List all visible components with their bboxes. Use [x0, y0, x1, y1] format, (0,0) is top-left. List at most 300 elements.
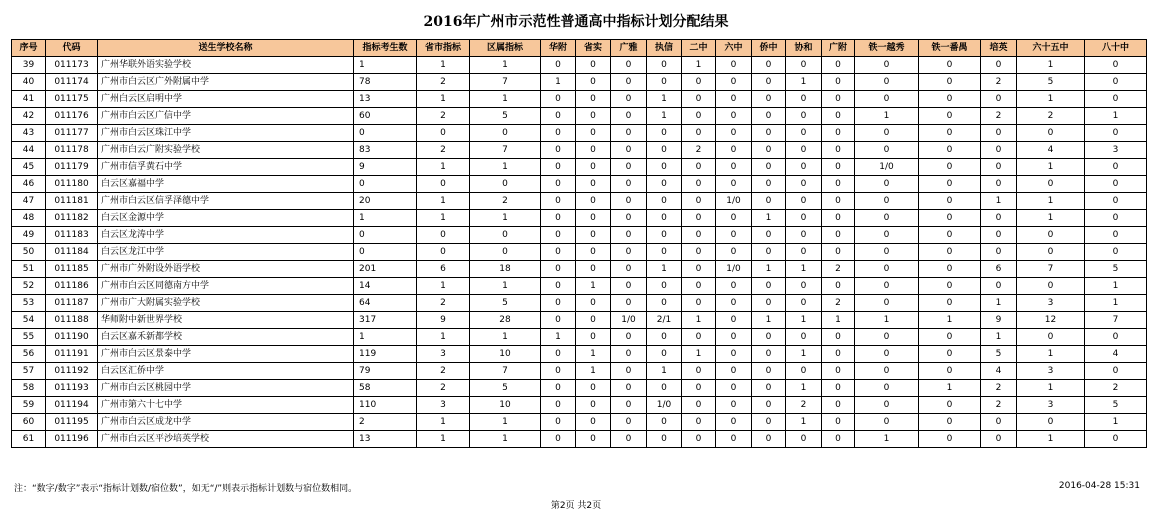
- table-cell: 0: [919, 346, 981, 363]
- table-cell: 0: [919, 295, 981, 312]
- table-cell: 1/0: [716, 193, 752, 210]
- table-cell: 0: [354, 176, 417, 193]
- table-cell: 0: [1085, 431, 1147, 448]
- table-cell: 0: [786, 125, 822, 142]
- table-cell: 0: [981, 142, 1017, 159]
- table-cell: 0: [1085, 91, 1147, 108]
- table-cell: 1: [1017, 431, 1085, 448]
- table-cell: 55: [12, 329, 46, 346]
- table-cell: 60: [12, 414, 46, 431]
- table-cell: 2: [1017, 108, 1085, 125]
- table-cell: 0: [541, 57, 576, 74]
- school-name-cell: 广州白云区启明中学: [98, 91, 354, 108]
- table-cell: 2: [981, 397, 1017, 414]
- table-cell: 1: [417, 414, 470, 431]
- table-cell: 0: [716, 142, 752, 159]
- table-cell: 0: [855, 57, 919, 74]
- table-cell: 0: [822, 414, 855, 431]
- table-cell: 5: [1017, 74, 1085, 91]
- table-cell: 1: [786, 312, 822, 329]
- table-cell: 0: [855, 91, 919, 108]
- school-name-cell: 白云区嘉禾新都学校: [98, 329, 354, 346]
- table-cell: 011177: [46, 125, 98, 142]
- table-cell: 48: [12, 210, 46, 227]
- table-cell: 40: [12, 74, 46, 91]
- table-cell: 64: [354, 295, 417, 312]
- table-cell: 1: [855, 108, 919, 125]
- column-header: 执信: [647, 40, 682, 57]
- table-cell: 0: [716, 431, 752, 448]
- table-cell: 0: [611, 363, 647, 380]
- table-cell: 0: [919, 210, 981, 227]
- table-cell: 0: [981, 57, 1017, 74]
- table-cell: 0: [576, 193, 611, 210]
- table-cell: 13: [354, 91, 417, 108]
- table-cell: 0: [855, 210, 919, 227]
- page-indicator: 第2页 共2页: [550, 501, 602, 511]
- table-cell: 12: [1017, 312, 1085, 329]
- table-cell: 1: [354, 329, 417, 346]
- table-cell: 0: [822, 278, 855, 295]
- table-cell: 0: [576, 397, 611, 414]
- table-cell: 0: [1085, 159, 1147, 176]
- table-cell: 0: [855, 397, 919, 414]
- table-cell: 0: [855, 176, 919, 193]
- table-cell: 0: [576, 295, 611, 312]
- table-cell: 52: [12, 278, 46, 295]
- table-cell: 6: [981, 261, 1017, 278]
- table-cell: 1: [417, 57, 470, 74]
- table-cell: 0: [647, 193, 682, 210]
- table-cell: 0: [855, 193, 919, 210]
- table-cell: 011176: [46, 108, 98, 125]
- table-cell: 0: [647, 414, 682, 431]
- table-cell: 0: [576, 108, 611, 125]
- table-cell: 1: [470, 329, 541, 346]
- table-cell: 0: [786, 227, 822, 244]
- table-cell: 0: [647, 278, 682, 295]
- table-cell: 0: [716, 108, 752, 125]
- column-header: 侨中: [752, 40, 786, 57]
- table-cell: 2: [417, 74, 470, 91]
- table-cell: 0: [541, 227, 576, 244]
- table-cell: 7: [470, 74, 541, 91]
- table-cell: 0: [919, 363, 981, 380]
- table-cell: 0: [1017, 329, 1085, 346]
- table-cell: 0: [919, 108, 981, 125]
- table-cell: 011185: [46, 261, 98, 278]
- table-cell: 0: [1085, 244, 1147, 261]
- table-cell: 58: [12, 380, 46, 397]
- table-cell: 0: [716, 295, 752, 312]
- table-cell: 0: [611, 210, 647, 227]
- school-name-cell: 广州市白云区桃园中学: [98, 380, 354, 397]
- table-cell: 0: [919, 431, 981, 448]
- table-cell: 1: [1085, 278, 1147, 295]
- table-cell: 0: [1017, 278, 1085, 295]
- table-cell: 7: [470, 142, 541, 159]
- table-cell: 1: [822, 312, 855, 329]
- table-cell: 0: [576, 380, 611, 397]
- table-cell: 47: [12, 193, 46, 210]
- table-cell: 7: [1017, 261, 1085, 278]
- school-name-cell: 广州市白云区成龙中学: [98, 414, 354, 431]
- table-cell: 0: [417, 176, 470, 193]
- table-cell: 0: [541, 125, 576, 142]
- table-cell: 1: [1085, 414, 1147, 431]
- table-cell: 1/0: [647, 397, 682, 414]
- table-cell: 4: [1085, 346, 1147, 363]
- table-cell: 011184: [46, 244, 98, 261]
- table-cell: 1: [786, 346, 822, 363]
- table-cell: 42: [12, 108, 46, 125]
- table-cell: 0: [611, 57, 647, 74]
- table-cell: 0: [716, 159, 752, 176]
- table-cell: 0: [919, 91, 981, 108]
- table-cell: 0: [1085, 176, 1147, 193]
- table-cell: 0: [576, 91, 611, 108]
- table-cell: 5: [1085, 261, 1147, 278]
- table-cell: 28: [470, 312, 541, 329]
- table-cell: 0: [786, 142, 822, 159]
- table-cell: 0: [576, 125, 611, 142]
- table-cell: 0: [541, 91, 576, 108]
- table-cell: 0: [855, 380, 919, 397]
- table-cell: 0: [919, 193, 981, 210]
- table-cell: 0: [919, 176, 981, 193]
- table-cell: 5: [981, 346, 1017, 363]
- table-cell: 0: [855, 261, 919, 278]
- table-cell: 0: [682, 74, 716, 91]
- table-cell: 0: [611, 244, 647, 261]
- table-cell: 2: [417, 142, 470, 159]
- table-cell: 1: [647, 108, 682, 125]
- table-cell: 2: [354, 414, 417, 431]
- table-cell: 2: [1085, 380, 1147, 397]
- table-cell: 0: [822, 431, 855, 448]
- table-cell: 011178: [46, 142, 98, 159]
- table-cell: 0: [1017, 176, 1085, 193]
- table-row: [12, 278, 1147, 295]
- table-cell: 0: [682, 193, 716, 210]
- table-cell: 0: [752, 57, 786, 74]
- column-header: 八十中: [1085, 40, 1147, 57]
- table-cell: 011188: [46, 312, 98, 329]
- table-cell: 1: [354, 57, 417, 74]
- column-header: 二中: [682, 40, 716, 57]
- table-cell: 0: [541, 295, 576, 312]
- table-cell: 0: [822, 108, 855, 125]
- table-cell: 0: [576, 57, 611, 74]
- school-name-cell: 华师附中新世界学校: [98, 312, 354, 329]
- table-row: [12, 431, 1147, 448]
- table-cell: 2: [786, 397, 822, 414]
- table-cell: 0: [822, 210, 855, 227]
- table-cell: 1: [470, 57, 541, 74]
- table-cell: 79: [354, 363, 417, 380]
- table-cell: 0: [716, 176, 752, 193]
- column-header: 培英: [981, 40, 1017, 57]
- table-cell: 0: [855, 125, 919, 142]
- table-cell: 9: [417, 312, 470, 329]
- table-cell: 0: [611, 193, 647, 210]
- table-cell: 7: [1085, 312, 1147, 329]
- table-cell: 0: [752, 363, 786, 380]
- column-header: 铁一越秀: [855, 40, 919, 57]
- table-cell: 57: [12, 363, 46, 380]
- table-cell: 1: [417, 159, 470, 176]
- table-cell: 2: [981, 74, 1017, 91]
- table-cell: 0: [541, 261, 576, 278]
- table-cell: 0: [822, 380, 855, 397]
- table-cell: 0: [752, 431, 786, 448]
- table-cell: 1/0: [611, 312, 647, 329]
- table-cell: 119: [354, 346, 417, 363]
- table-cell: 0: [752, 346, 786, 363]
- print-timestamp: 2016-04-28 15:31: [1058, 481, 1140, 491]
- table-cell: 0: [417, 227, 470, 244]
- table-cell: 0: [919, 159, 981, 176]
- table-cell: 0: [611, 380, 647, 397]
- table-row: [12, 363, 1147, 380]
- table-cell: 0: [822, 159, 855, 176]
- table-cell: 1: [470, 210, 541, 227]
- table-cell: 0: [716, 329, 752, 346]
- table-cell: 0: [611, 142, 647, 159]
- table-cell: 1: [647, 363, 682, 380]
- table-cell: 0: [822, 91, 855, 108]
- table-cell: 2/1: [647, 312, 682, 329]
- table-cell: 0: [981, 244, 1017, 261]
- table-cell: 0: [647, 346, 682, 363]
- table-cell: 0: [919, 125, 981, 142]
- table-cell: 0: [1085, 329, 1147, 346]
- table-cell: 0: [611, 329, 647, 346]
- table-cell: 49: [12, 227, 46, 244]
- table-cell: 0: [576, 244, 611, 261]
- table-cell: 1: [1085, 295, 1147, 312]
- table-cell: 0: [647, 380, 682, 397]
- table-cell: 1: [417, 210, 470, 227]
- table-cell: 0: [919, 244, 981, 261]
- table-cell: 4: [1017, 142, 1085, 159]
- table-cell: 0: [470, 227, 541, 244]
- table-cell: 1: [1017, 57, 1085, 74]
- table-cell: 1: [470, 414, 541, 431]
- table-cell: 1: [470, 278, 541, 295]
- school-name-cell: 广州市白云区平沙培英学校: [98, 431, 354, 448]
- table-cell: 1: [682, 57, 716, 74]
- table-cell: 0: [855, 295, 919, 312]
- table-cell: 0: [1085, 210, 1147, 227]
- table-cell: 0: [786, 91, 822, 108]
- table-cell: 0: [576, 431, 611, 448]
- table-cell: 011194: [46, 397, 98, 414]
- allocation-table: [11, 39, 1147, 448]
- table-row: [12, 91, 1147, 108]
- table-cell: 1: [1017, 159, 1085, 176]
- table-cell: 0: [981, 125, 1017, 142]
- table-cell: 0: [682, 261, 716, 278]
- table-cell: 011186: [46, 278, 98, 295]
- table-cell: 0: [647, 159, 682, 176]
- table-cell: 50: [12, 244, 46, 261]
- table-body: [12, 57, 1147, 448]
- table-cell: 0: [716, 346, 752, 363]
- table-cell: 0: [647, 244, 682, 261]
- table-cell: 0: [716, 278, 752, 295]
- table-cell: 011173: [46, 57, 98, 74]
- table-cell: 0: [470, 125, 541, 142]
- column-header: 六中: [716, 40, 752, 57]
- table-cell: 0: [611, 261, 647, 278]
- table-cell: 0: [682, 363, 716, 380]
- table-cell: 0: [611, 431, 647, 448]
- table-cell: 78: [354, 74, 417, 91]
- table-cell: 0: [576, 159, 611, 176]
- table-cell: 0: [752, 414, 786, 431]
- table-cell: 3: [1085, 142, 1147, 159]
- table-cell: 51: [12, 261, 46, 278]
- table-cell: 1: [576, 363, 611, 380]
- table-cell: 0: [647, 176, 682, 193]
- school-name-cell: 白云区金源中学: [98, 210, 354, 227]
- table-cell: 4: [981, 363, 1017, 380]
- table-cell: 1: [1017, 210, 1085, 227]
- table-row: [12, 329, 1147, 346]
- table-cell: 0: [822, 74, 855, 91]
- table-cell: 0: [855, 142, 919, 159]
- table-cell: 44: [12, 142, 46, 159]
- table-row: [12, 57, 1147, 74]
- table-row: [12, 142, 1147, 159]
- column-header: 广雅: [611, 40, 647, 57]
- table-cell: 0: [611, 159, 647, 176]
- table-cell: 0: [470, 244, 541, 261]
- table-row: [12, 346, 1147, 363]
- column-header: 广附: [822, 40, 855, 57]
- table-row: [12, 159, 1147, 176]
- table-cell: 61: [12, 431, 46, 448]
- table-cell: 0: [576, 210, 611, 227]
- table-cell: 0: [541, 414, 576, 431]
- table-cell: 0: [541, 278, 576, 295]
- table-cell: 2: [981, 108, 1017, 125]
- table-cell: 1: [470, 159, 541, 176]
- table-cell: 0: [919, 278, 981, 295]
- table-cell: 0: [919, 57, 981, 74]
- column-header: 代码: [46, 40, 98, 57]
- table-row: [12, 397, 1147, 414]
- table-cell: 0: [682, 125, 716, 142]
- table-cell: 0: [647, 431, 682, 448]
- table-cell: 0: [682, 210, 716, 227]
- table-cell: 0: [541, 312, 576, 329]
- table-row: [12, 244, 1147, 261]
- table-cell: 0: [919, 414, 981, 431]
- table-cell: 0: [822, 346, 855, 363]
- table-cell: 60: [354, 108, 417, 125]
- table-cell: 0: [752, 295, 786, 312]
- table-cell: 0: [822, 397, 855, 414]
- table-cell: 0: [716, 363, 752, 380]
- table-cell: 0: [752, 278, 786, 295]
- table-cell: 0: [855, 74, 919, 91]
- table-cell: 1/0: [716, 261, 752, 278]
- table-cell: 0: [576, 414, 611, 431]
- table-cell: 0: [611, 414, 647, 431]
- table-cell: 0: [981, 210, 1017, 227]
- table-cell: 0: [855, 329, 919, 346]
- table-cell: 0: [541, 176, 576, 193]
- table-cell: 0: [752, 193, 786, 210]
- table-cell: 0: [752, 329, 786, 346]
- school-name-cell: 白云区龙江中学: [98, 244, 354, 261]
- table-cell: 0: [541, 363, 576, 380]
- table-cell: 011190: [46, 329, 98, 346]
- column-header: 送生学校名称: [98, 40, 354, 57]
- table-cell: 10: [470, 397, 541, 414]
- table-cell: 0: [981, 227, 1017, 244]
- table-cell: 0: [786, 295, 822, 312]
- table-cell: 5: [470, 295, 541, 312]
- table-cell: 0: [611, 278, 647, 295]
- table-cell: 0: [682, 176, 716, 193]
- table-cell: 0: [611, 227, 647, 244]
- table-cell: 011196: [46, 431, 98, 448]
- table-cell: 0: [541, 142, 576, 159]
- table-cell: 18: [470, 261, 541, 278]
- table-cell: 0: [752, 176, 786, 193]
- table-cell: 0: [682, 159, 716, 176]
- table-cell: 9: [981, 312, 1017, 329]
- table-cell: 1: [682, 312, 716, 329]
- table-cell: 0: [919, 74, 981, 91]
- table-cell: 2: [470, 193, 541, 210]
- table-cell: 0: [541, 380, 576, 397]
- table-cell: 0: [716, 414, 752, 431]
- report-title: 2016年广州市示范性普通高中指标计划分配结果: [423, 14, 729, 30]
- table-cell: 3: [417, 346, 470, 363]
- table-row: [12, 108, 1147, 125]
- table-cell: 0: [682, 295, 716, 312]
- table-row: [12, 193, 1147, 210]
- table-cell: 0: [752, 142, 786, 159]
- table-cell: 0: [981, 414, 1017, 431]
- table-row: [12, 227, 1147, 244]
- table-cell: 46: [12, 176, 46, 193]
- school-name-cell: 白云区汇侨中学: [98, 363, 354, 380]
- table-cell: 1: [752, 210, 786, 227]
- table-cell: 1: [786, 414, 822, 431]
- column-header: 华附: [541, 40, 576, 57]
- table-cell: 0: [981, 91, 1017, 108]
- table-cell: 0: [822, 329, 855, 346]
- table-cell: 0: [647, 210, 682, 227]
- table-cell: 0: [822, 227, 855, 244]
- table-cell: 0: [822, 57, 855, 74]
- table-cell: 0: [752, 159, 786, 176]
- table-cell: 0: [611, 74, 647, 91]
- table-cell: 20: [354, 193, 417, 210]
- table-cell: 41: [12, 91, 46, 108]
- table-cell: 0: [647, 227, 682, 244]
- table-cell: 0: [919, 397, 981, 414]
- column-header: 省实: [576, 40, 611, 57]
- table-cell: 0: [786, 210, 822, 227]
- table-cell: 45: [12, 159, 46, 176]
- table-cell: 0: [611, 108, 647, 125]
